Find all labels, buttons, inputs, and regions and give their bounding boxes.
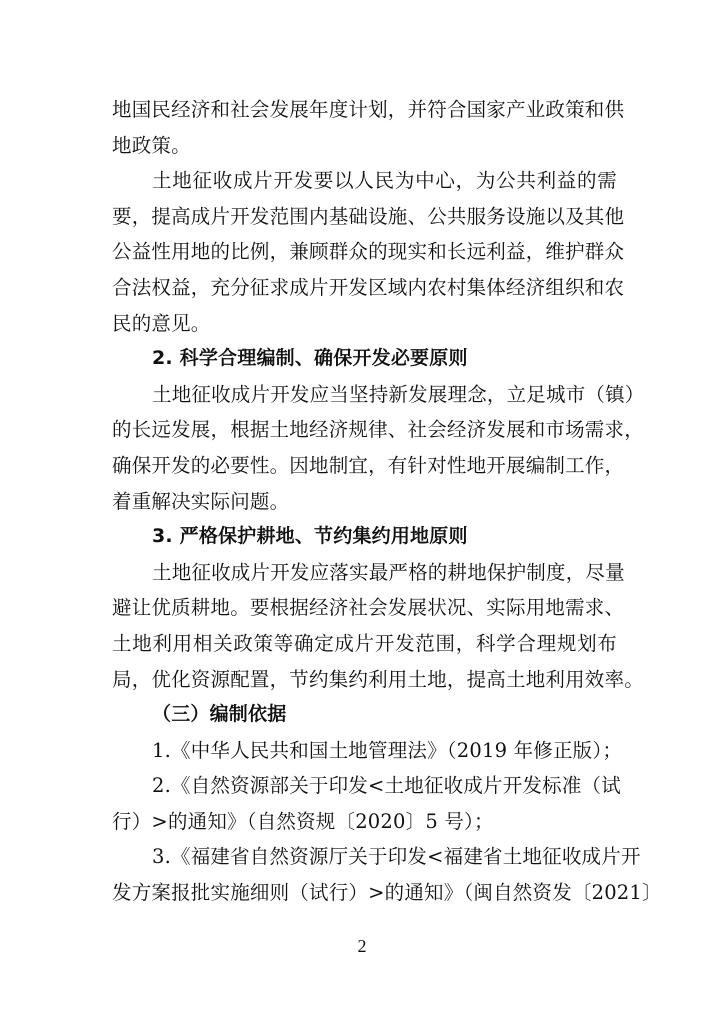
- text-line: 局，优化资源配置，节约集约利用土地，提高土地利用效率。: [112, 667, 644, 691]
- reference-item: 1.《中华人民共和国土地管理法》（2019 年修正版）；: [152, 738, 623, 762]
- text-line: 民的意见。: [112, 311, 211, 335]
- text-line: 行）>的通知》（自然资规〔2020〕5 号）；: [112, 809, 494, 833]
- reference-item: 2.《自然资源部关于印发<土地征收成片开发标准（试: [152, 774, 621, 798]
- text-line: 土地利用相关政策等确定成片开发范围，科学合理规划布: [112, 631, 617, 655]
- section-heading: 2. 科学合理编制、确保开发必要原则: [152, 347, 468, 370]
- page-number: 2: [357, 936, 367, 956]
- section-heading: 3. 严格保护耕地、节约集约用地原则: [152, 525, 468, 548]
- text-line: 土地征收成片开发应当坚持新发展理念，立足城市（镇）: [152, 382, 645, 406]
- text-line: 合法权益，充分征求成片开发区域内农村集体经济组织和农: [112, 275, 625, 299]
- reference-item: 3.《福建省自然资源厅关于印发<福建省土地征收成片开: [152, 845, 641, 869]
- text-line: 土地征收成片开发要以人民为中心，为公共利益的需: [152, 169, 617, 193]
- text-line: 着重解决实际问题。: [112, 489, 290, 513]
- text-line: 地政策。: [112, 133, 191, 157]
- text-line: 土地征收成片开发应落实最严格的耕地保护制度，尽量: [152, 560, 625, 584]
- text-line: 要，提高成片开发范围内基础设施、公共服务设施以及其他: [112, 204, 625, 228]
- text-line: 公益性用地的比例，兼顾群众的现实和长远利益，维护群众: [112, 240, 625, 264]
- text-line: 地国民经济和社会发展年度计划，并符合国家产业政策和供: [112, 98, 625, 121]
- text-line: 的长远发展，根据土地经济规律、社会经济发展和市场需求，: [112, 418, 644, 442]
- text-line: 确保开发的必要性。因地制宜，有针对性地开展编制工作，: [112, 453, 625, 477]
- text-line: 发方案报批实施细则（试行）>的通知》（闽自然资发〔2021〕: [112, 881, 662, 905]
- body-text: [112, 92, 662, 911]
- text-line: 避让优质耕地。要根据经济社会发展状况、实际用地需求、: [112, 596, 625, 620]
- subsection-heading: （三）编制依据: [152, 703, 287, 726]
